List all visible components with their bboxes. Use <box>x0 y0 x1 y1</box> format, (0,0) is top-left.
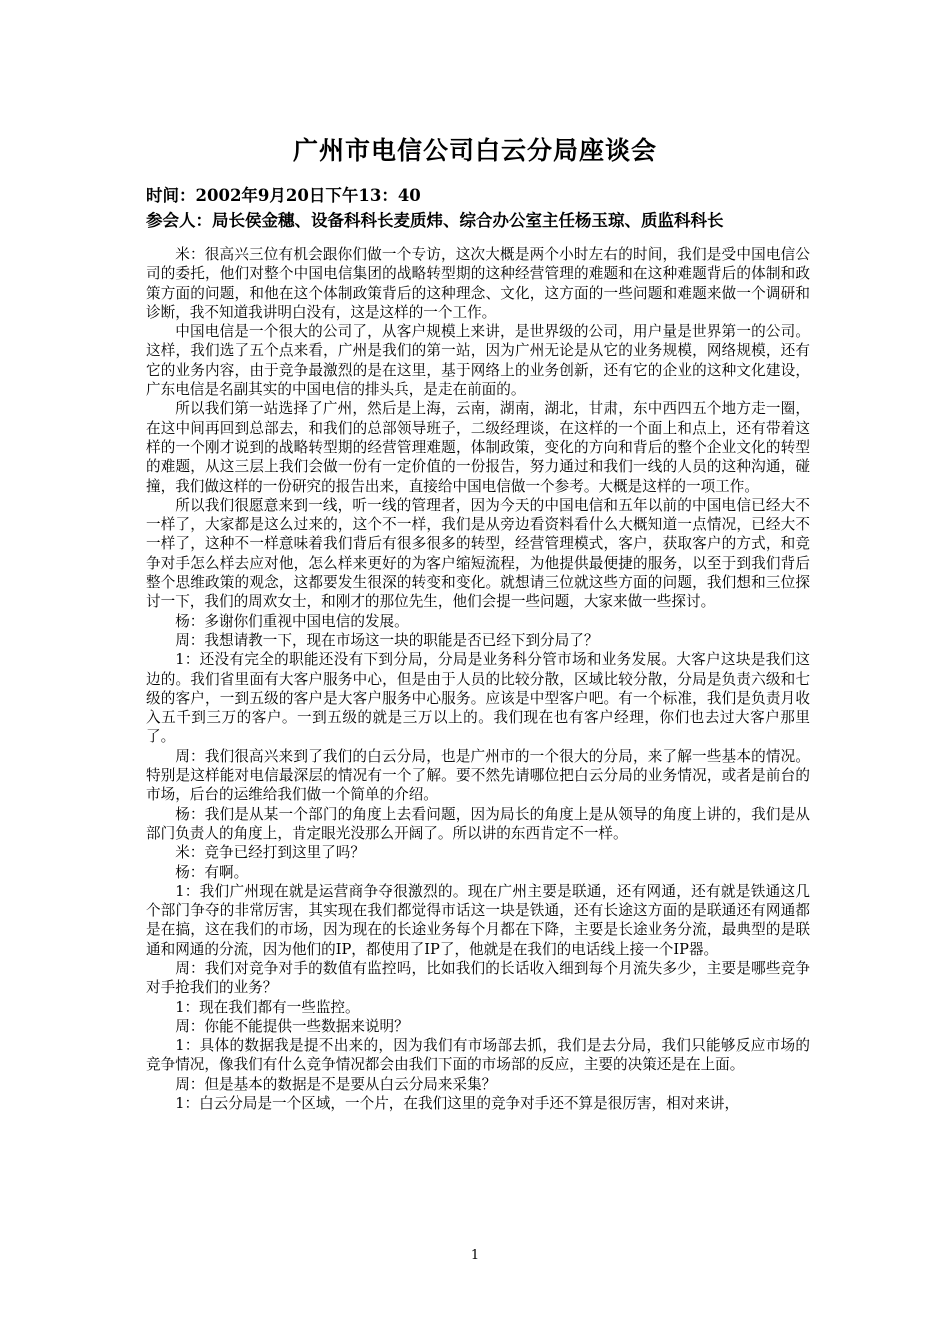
paragraph: 杨：有啊。 <box>175 863 249 881</box>
paragraph: 周：我们很高兴来到了我们的白云分局，也是广州市的一个很大的分局，来了解一些基本的情况。特别是这样能对电信最深层的情况有一个了解。要不然先请哪位把白云分局的业务情况，或者是前台的市场，后台的运维给我们做一个简单的介绍。 <box>146 747 810 804</box>
paragraph: 所以我们很愿意来到一线，听一线的管理者，因为今天的中国电信和五年以前的中国电信已经大不一样了，大家都是这么过来的，这个不一样，我们是从旁边看资料看什么大概知道一点情况，已经大不一样了，这种不一样意味着我们背后有很多很多的转型，经营管理模式，客户，获取客户的方式，和竞争对手怎么样去应对他，怎么样来更好的为客户缩短流程，为他提供最便捷的服务，以至于到我们背后整个思维政策的观念，这都要发生很深的转变和变化。就想请三位就这些方面的问题，我们想和三位探讨一下，我们的周欢女士，和刚才的那位先生，他们会提一些问题，大家来做一些探讨。 <box>146 496 810 611</box>
page-number: 1 <box>470 1248 480 1263</box>
document-body <box>146 245 810 1113</box>
meeting-time: 时间：2002年9月20日下午13：40 <box>146 186 421 205</box>
document-title: 广州市电信公司白云分局座谈会 <box>292 136 657 165</box>
paragraph: 所以我们第一站选择了广州，然后是上海，云南，湖南，湖北，甘肃，东中西四五个地方走一圈，在这中间再回到总部去，和我们的总部领导班子，二级经理谈，在这样的一个面上和点上，还有带着这样的一个刚才说到的战略转型期的经营管理难题，体制政策，变化的方向和背后的整个企业文化的转型的难题，从这三层上我们会做一份有一定价值的一份报告，努力通过和我们一线的人员的这种沟通，碰撞，我们做这样的一份研究的报告出来，直接给中国电信做一个参考。大概是这样的一项工作。 <box>146 400 810 495</box>
paragraph: 杨：我们是从某一个部门的角度上去看问题，因为局长的角度上是从领导的角度上讲的，我们是从部门负责人的角度上，肯定眼光没那么开阔了。所以讲的东西肯定不一样。 <box>146 805 810 842</box>
paragraph: 1：具体的数据我是提不出来的，因为我们有市场部去抓，我们是去分局，我们只能够反应市场的竞争情况，像我们有什么竞争情况都会由我们下面的市场部的反应，主要的决策还是在上面。 <box>146 1037 810 1074</box>
paragraph: 米：竞争已经打到这里了吗？ <box>175 844 365 862</box>
paragraph: 1：还没有完全的职能还没有下到分局，分局是业务科分管市场和业务发展。大客户这块是我们这边的。我们省里面有大客户服务中心，但是由于人员的比较分散，区域比较分散，分局是负责六级和七级的客户，一到五级的客户是大客户服务中心服务。应该是中型客户吧。有一个标准，我们是负责月收入五千到三万的客户。一到五级的就是三万以上的。我们现在也有客户经理，你们也去过大客户那里了。 <box>146 651 810 746</box>
paragraph: 周：你能不能提供一些数据来说明？ <box>175 1017 409 1035</box>
paragraph: 周：但是基本的数据是不是要从白云分局来采集？ <box>175 1075 497 1093</box>
paragraph: 周：我想请教一下，现在市场这一块的职能是否已经下到分局了？ <box>175 631 599 649</box>
paragraph: 周：我们对竞争对手的数值有监控吗，比如我们的长话收入细到每个月流失多少，主要是哪些竞争对手抢我们的业务？ <box>146 959 810 997</box>
paragraph: 1：我们广州现在就是运营商争夺很激烈的。现在广州主要是联通，还有网通，还有就是铁通这几个部门争夺的非常厉害，其实现在我们都觉得市话这一块是铁通，还有长途这方面的是联通还有网通都是在搞，这在我们的市场，因为现在的长途业务每个月都在下降，主要是长途业务分流，最典型的是联通和网通的分流，因为他们的IP，都使用了IP了，他就是在我们的电话线上接一个IP器。 <box>146 882 810 958</box>
paragraph: 1：白云分局是一个区域，一个片，在我们这里的竞争对手还不算是很厉害，相对来讲， <box>175 1095 740 1113</box>
paragraph: 米：很高兴三位有机会跟你们做一个专访，这次大概是两个小时左右的时间，我们是受中国电信公司的委托，他们对整个中国电信集团的战略转型期的这种经营管理的难题和在这种难题背后的体制和政策方面的问题，和他在这个体制政策背后的这种理念、文化，这方面的一些问题和难题来做一个调研和诊断，我不知道我讲明白没有，这是这样的一个工作。 <box>146 246 810 321</box>
paragraph: 1：现在我们都有一些监控。 <box>175 998 360 1016</box>
paragraph: 中国电信是一个很大的公司了，从客户规模上来讲，是世界级的公司，用户量是世界第一的公司。这样，我们选了五个点来看，广州是我们的第一站，因为广州无论是从它的业务规模，网络规模，还有它的业务内容，由于竞争最激烈的是在这里，基于网络上的业务创新，还有它的企业的这种文化建设，广东电信是名副其实的中国电信的排头兵，是走在前面的。 <box>146 323 810 399</box>
paragraph: 杨：多谢你们重视中国电信的发展。 <box>175 612 409 630</box>
meeting-meta <box>146 183 816 233</box>
meeting-participants: 参会人：局长侯金穗、设备科科长麦质炜、综合办公室主任杨玉琼、质监科科长 <box>146 211 724 230</box>
